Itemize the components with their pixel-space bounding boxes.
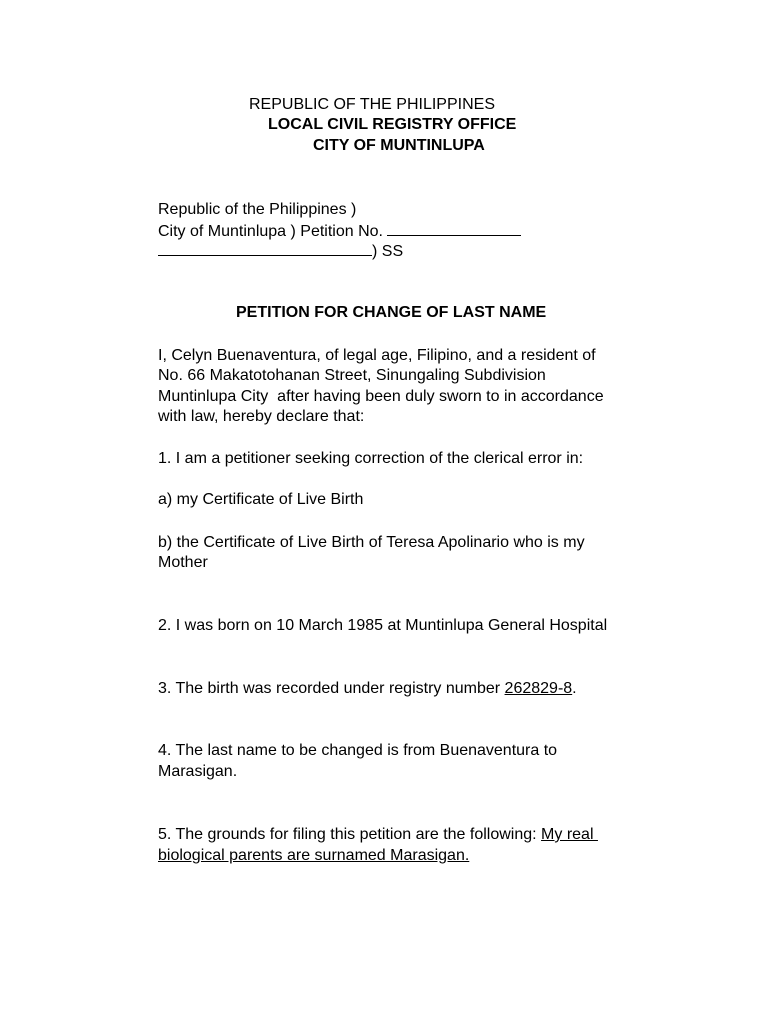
item-1b-line-2: Mother <box>158 554 208 571</box>
intro-line-2: No. 66 Makatotohanan Street, Sinungaling Subdivision <box>158 367 546 384</box>
caption-city-text: City of Muntinlupa ) Petition No. <box>158 223 383 240</box>
grounds-text-2: biological parents are surnamed Marasigan. <box>158 847 470 864</box>
item-5-text: 5. The grounds for filing this petition are the following: <box>158 826 542 843</box>
item-3 <box>158 679 577 700</box>
caption-republic: Republic of the Philippines ) <box>158 201 357 218</box>
intro-line-4: with law, hereby declare that: <box>158 408 365 425</box>
item-3-period: . <box>572 680 577 697</box>
item-1a: a) my Certificate of Live Birth <box>158 491 364 508</box>
caption-city-petition <box>158 221 521 243</box>
item-2: 2. I was born on 10 March 1985 at Muntinlupa General Hospital <box>158 617 608 634</box>
item-5-line-1 <box>158 825 598 846</box>
venue-blank <box>158 241 372 256</box>
grounds-text-1: My real <box>541 826 598 843</box>
item-4-line-2: Marasigan. <box>158 763 238 780</box>
item-1: 1. I am a petitioner seeking correction of the clerical error in: <box>158 450 584 467</box>
caption-ss-line <box>158 241 403 263</box>
intro-line-3: Muntinlupa City after having been duly sworn to in accordance <box>158 388 604 405</box>
caption-ss: ) SS <box>372 243 404 260</box>
item-1b-line-1: b) the Certificate of Live Birth of Teresa Apolinario who is my <box>158 534 585 551</box>
header-office: LOCAL CIVIL REGISTRY OFFICE <box>268 116 517 133</box>
petition-number-blank <box>387 221 521 236</box>
petition-title: PETITION FOR CHANGE OF LAST NAME <box>236 304 547 321</box>
item-3-text: 3. The birth was recorded under registry number <box>158 680 505 697</box>
intro-line-1: I, Celyn Buenaventura, of legal age, Filipino, and a resident of <box>158 347 596 364</box>
registry-number: 262829-8 <box>504 680 573 697</box>
header-republic: REPUBLIC OF THE PHILIPPINES <box>249 96 495 113</box>
header-city: CITY OF MUNTINLUPA <box>313 137 485 154</box>
item-4-line-1: 4. The last name to be changed is from Buenaventura to <box>158 742 558 759</box>
